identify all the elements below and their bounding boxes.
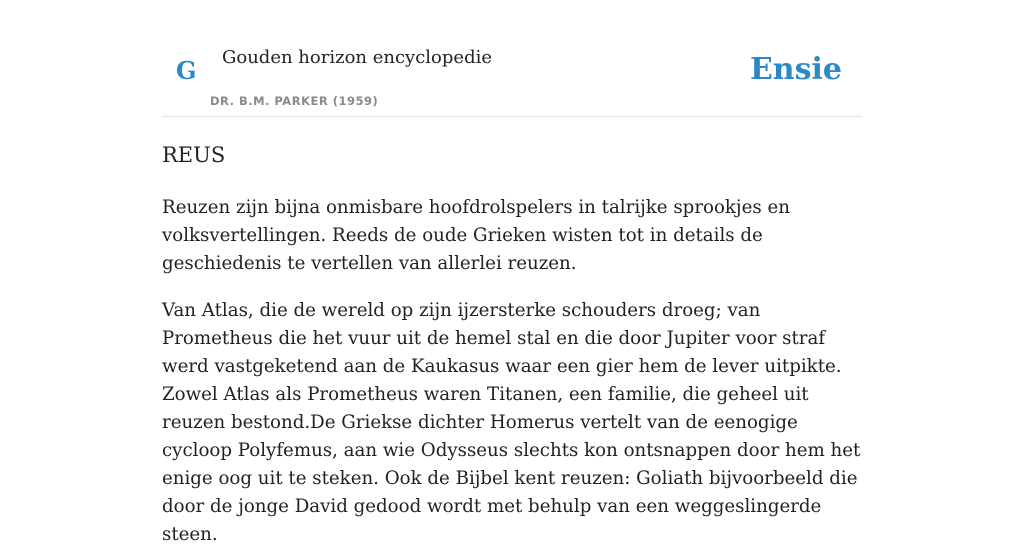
entry-title: REUS [162, 143, 226, 167]
brand-logo-link[interactable]: Ensie [749, 52, 842, 87]
source-header [162, 0, 862, 117]
source-logo[interactable]: G [176, 56, 197, 85]
source-author: DR. B.M. PARKER (1959) [210, 94, 379, 108]
entry-paragraph: Van Atlas, die de wereld op zijn ijzersterke schouders droeg; van Prometheus die het vuur uit de hemel stal en die door Jupiter voor straf werd vastgeketend aan de Kaukasus waar een gier hem de lever uitpikte. Zowel Atlas als Prometheus waren Titanen, een familie, die geheel uit reuzen bestond.De Griekse dichter Homerus vertelt van de eenogige cycloop Polyfemus, aan wie Odysseus slechts kon ontsnappen door hem het enige oog uit te steken. Ook de Bijbel kent reuzen: Goliath bijvoorbeeld die door de jonge David gedood wordt met behulp van een weggeslingerde steen. [162, 300, 861, 545]
entry-paragraph: Reuzen zijn bijna onmisbare hoofdrolspelers in talrijke sprookjes en volksvertellingen. Reeds de oude Grieken wisten tot in details de geschiedenis te vertellen van allerlei reuzen. [162, 197, 790, 274]
entry-article [162, 136, 862, 549]
source-title-link[interactable]: Gouden horizon encyclopedie [222, 47, 492, 68]
